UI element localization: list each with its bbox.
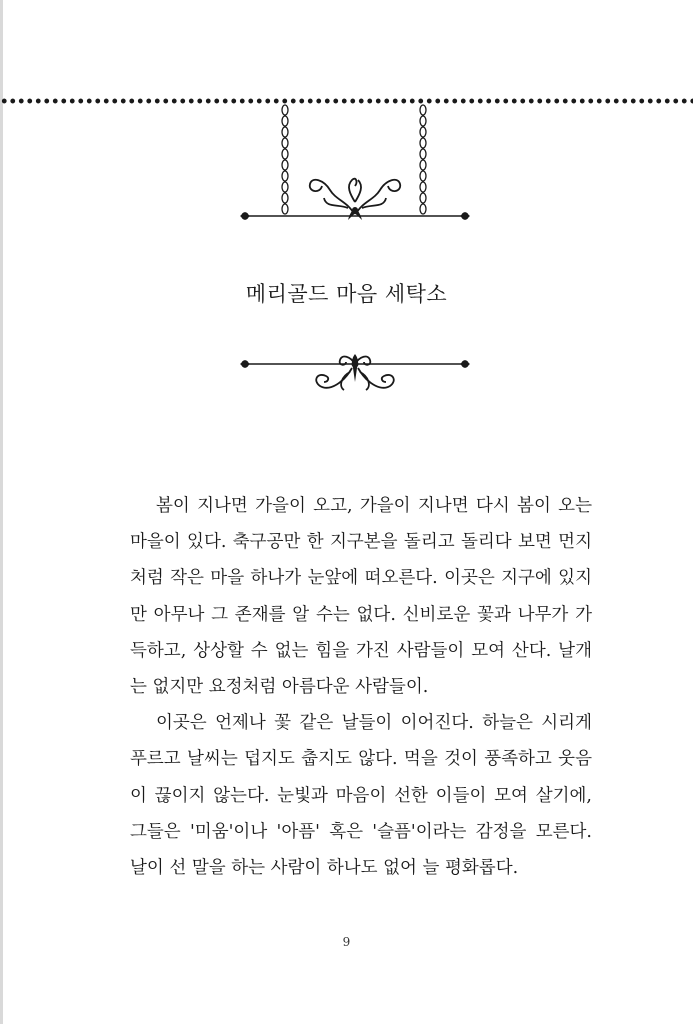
paragraph-2: 이곳은 언제나 꽃 같은 날들이 이어진다. 하늘은 시리게 푸르고 날씨는 덥지도 춥지도 않다. 먹을 것이 풍족하고 웃음이 끊이지 않는다. 눈빛과 마음이 선한 이들이 모여 살기에, 그들은 '미움'이나 '아픔' 혹은 '슬픔'이라는 감정을 모른다. 날이 선 말을 하는 사람이 하나도 없어 늘 평화롭다. bbox=[130, 713, 592, 879]
swirl-divider-ornament-icon bbox=[238, 342, 472, 402]
page-edge bbox=[0, 0, 3, 1024]
hanging-swirl-ornament-icon bbox=[238, 104, 472, 228]
body-text bbox=[130, 488, 592, 886]
paragraph-1: 봄이 지나면 가을이 오고, 가을이 지나면 다시 봄이 오는 마을이 있다. 축구공만 한 지구본을 돌리고 돌리다 보면 먼지처럼 작은 마을 하나가 눈앞에 떠오른다. 이곳은 지구에 있지만 아무나 그 존재를 알 수는 없다. 신비로운 꽃과 나무가 가득하고, 상상할 수 없는 힘을 가진 사람들이 모여 산다. 날개는 없지만 요정처럼 아름다운 사람들이. bbox=[130, 496, 592, 698]
book-title: 메리골드 마음 세탁소 bbox=[245, 282, 448, 306]
left-chain bbox=[282, 105, 288, 214]
right-chain bbox=[420, 105, 426, 214]
page-number: 9 bbox=[342, 935, 351, 949]
